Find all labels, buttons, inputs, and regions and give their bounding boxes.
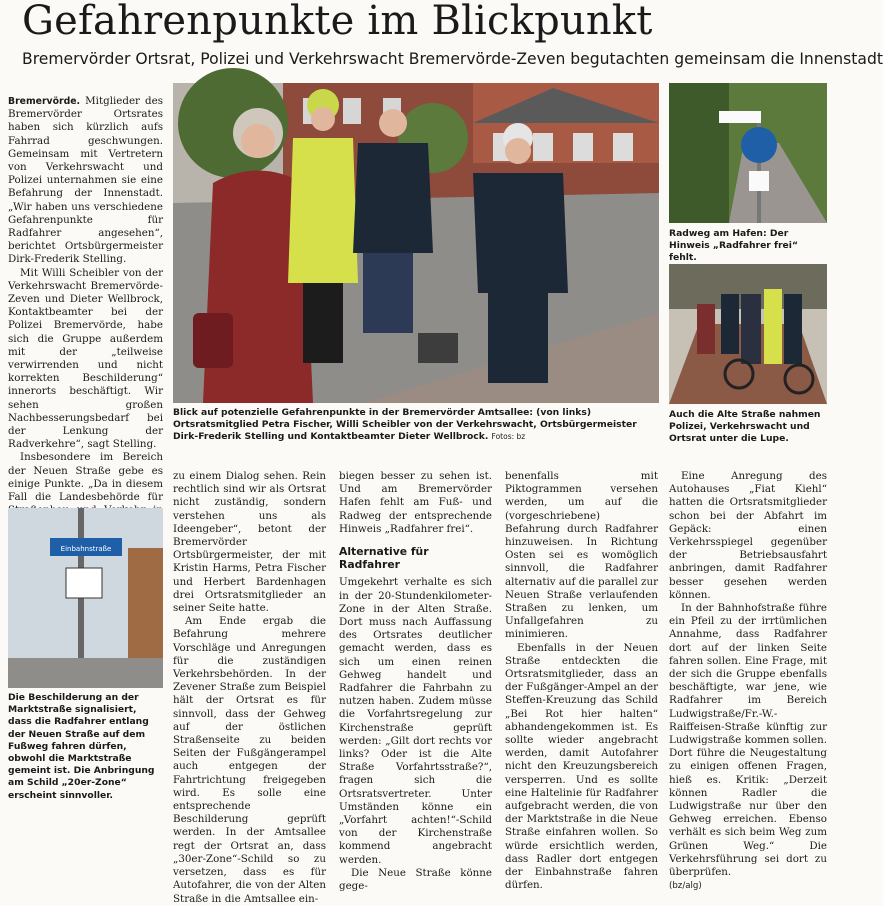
sign-caption: Die Beschilderung an der Marktstraße signalisiert, dass die Radfahrer entlang der Neuen Straße auf dem Fußweg fahren dürfen, obwohl die Marktstraße gemeint ist. Die Anbringung am Schild „20er-Zone“ erscheint sinnvoller. bbox=[8, 692, 155, 801]
paragraph: Ebenfalls in der Neuen Straße entdeckten die Ortsratsmitglieder, dass an der Fußgänger-Ampel an der Steffen-Kreuzung das Schild „Bei Rot hier halten“ abhandengekommen ist. Es sollte wieder angebracht werden, damit Autofahrer nicht den Kreuzungsbereich versperren. Und es sollte eine Haltelinie für Radfahrer aufgebracht werden, die von der Marktstraße in die Neue Straße einfahren wollen. So würde ersichtlich werden, dass Radler dort entgegen der Einbahnstraße fahren dürfen. bbox=[505, 641, 658, 892]
sign-photo bbox=[8, 508, 163, 688]
sign-photo-illustration bbox=[8, 508, 163, 688]
dateline: Bremervörde. bbox=[8, 96, 81, 107]
paragraph: Die Neue Straße könne gege- bbox=[339, 866, 492, 893]
paragraph: Umgekehrt verhalte es sich in der 20-Stundenkilometer-Zone in der Alten Straße. Dort muss nach Auffassung des Ortsrates deutlicher gemacht werden, dass es sich um einen reinen Gehweg handelt und Radfahrer die Fahrbahn zu nutzen haben. Zudem müsse die Vorfahrtsregelung zur Kirchenstraße geprüft werden: „Gilt dort rechts vor links? Oder ist die Alte Straße Vorfahrtsstraße?“, fragen sich die Ortsratsvertreter. Unter Umständen könne ein „Vorfahrt achten!“-Schild von der Kirchenstraße kommend angebracht werden. bbox=[339, 576, 492, 866]
main-photo-illustration bbox=[173, 83, 659, 403]
photo-credit: Fotos: bz bbox=[491, 432, 526, 442]
sign-label: Einbahnstraße bbox=[60, 545, 112, 553]
main-photo-caption bbox=[173, 407, 659, 444]
harbor-photo-illustration bbox=[669, 83, 827, 223]
article-column-1 bbox=[8, 95, 163, 544]
alte-strasse-photo-illustration bbox=[669, 264, 827, 404]
paragraph: In der Bahnhofstraße führe ein Pfeil zu der irrtümlichen Annahme, dass Radfahrer dort auf der linken Seite fahren sollen. Eine Frage, mit der sich die Gruppe ebenfalls beschäftigte, war jene, wie Radfahrer im Bereich Ludwigstraße/Fr.-W.-Raiffeisen-Straße künftig zur Ludwigstraße kommen sollen. Dort führe die Neugestaltung zu einigen offenen Fragen, hieß es. Kritik: „Derzeit können Radler die Ludwigstraße nur über den Gehweg erreichen. Ebenso verhält es sich beim Weg zum Grünen Weg.“ Die Verkehrsführung sei dort zu überprüfen. bbox=[669, 602, 827, 879]
caption-text: Blick auf potenzielle Gefahrenpunkte in der Bremervörder Amtsallee: (von links) Ortsratsmitglied Petra Fischer, Willi Scheibler von der Verkehrswacht, Ortsbürgermeister Dirk-Frederik Stelling und Kontaktbeamter Dieter Wellbrock. bbox=[173, 407, 637, 443]
article-column-3 bbox=[339, 470, 492, 893]
harbor-photo bbox=[669, 83, 827, 223]
alte-strasse-caption: Auch die Alte Straße nahmen Polizei, Verkehrswacht und Ortsrat unter die Lupe. bbox=[669, 409, 821, 445]
paragraph: zu einem Dialog sehen. Rein rechtlich sind wir als Ortsrat nicht zuständig, sondern verstehen uns als Ideengeber“, betont der Bremervörder Ortsbürgermeister, der mit Kristin Harms, Petra Fischer und Herbert Bardenhagen drei Ortsratsmitglieder an seiner Seite hatte. bbox=[173, 470, 326, 615]
paragraph: benenfalls mit Piktogrammen versehen werden, um auf die (vorgeschriebene) Befahrung durch Radfahrer hinzuweisen. In Richtung Osten sei es womöglich sinnvoll, die Radfahrer alternativ auf die parallel zur Neuen Straße verlaufenden Straßen zu lenken, um Unfallgefahren zu minimieren. bbox=[505, 470, 659, 641]
article-column-2 bbox=[173, 470, 326, 906]
paragraph: Eine Anregung des Autohauses „Fiat Kiehl“ hatten die Ortsratsmitglieder schon bei der Abfahrt im Gepäck: einen Verkehrsspiegel gegenüber der Betriebsausfahrt anbringen, damit Radfahrer besser gesehen werden können. bbox=[669, 470, 827, 601]
headline: Gefahrenpunkte im Blickpunkt bbox=[22, 0, 653, 44]
main-photo bbox=[173, 83, 659, 403]
author-signature: (bz/alg) bbox=[669, 881, 702, 892]
paragraph: Insbesondere im Bereich der Neuen Straße gebe es einige Punkte. „Da in diesem Fall die Landesbehörde für bbox=[8, 451, 163, 504]
paragraph: Am Ende ergab die Befahrung mehrere Vorschläge und Anregungen für die zuständigen Verkehrsbehörden. In der Zevener Straße zum Beispiel hält der Ortsrat es für sinnvoll, dass der Gehweg auf der östlichen Straßenseite zu beiden Seiten der Fußgängerampel auch entgegen der Fahrtrichtung freigegeben wird. Es solle eine entsprechende Beschilderung geprüft werden. In der Amtsallee regt der Ortsrat an, dass „30er-Zone“-Schild so zu versetzen, dass es für Autofahrer, die von der Alten Straße in die Amtsallee ein- bbox=[173, 615, 326, 905]
harbor-caption: Radweg am Hafen: Der Hinweis „Radfahrer frei“ fehlt. bbox=[669, 228, 798, 264]
subheading: Alternative für Radfahrer bbox=[339, 545, 429, 572]
subheadline: Bremervörder Ortsrat, Polizei und Verkehrswacht Bremervörde-Zeven begutachten gemeinsam die Innenstadt bbox=[22, 50, 883, 68]
article-column-5 bbox=[669, 470, 827, 894]
article-column-4 bbox=[505, 470, 658, 893]
alte-strasse-photo bbox=[669, 264, 827, 404]
paragraph: Mit Willi Scheibler von der Verkehrswacht Bremervörde-Zeven und Dieter Wellbrock, Kontaktbeamter bei der Polizei Bremervörde, habe sich die Gruppe außerdem mit der „teilweise verwirrenden und nicht korrekten Beschilderung“ innerorts beschäftigt. Wir sehen großen Nachbesserungsbedarf bei der Lenkung der Radverkehre“, sagt Stelling. bbox=[8, 266, 163, 451]
paragraph: Mitglieder des Bremervörder Ortsrates haben sich kürzlich aufs Fahrrad geschwungen. Gemeinsam mit Vertretern von Verkehrswacht und Polizei unternahmen sie eine Befahrung der Innenstadt. „Wir haben uns verschiedene Gefahrenpunkte für Radfahrer angesehen“, berichtet Ortsbürgermeister Dirk-Frederik Stelling. bbox=[8, 95, 163, 266]
paragraph: biegen besser zu sehen ist. Und am Bremervörder Hafen fehlt am Fuß- und Radweg der entsprechende Hinweis „Radfahrer frei“. bbox=[339, 470, 492, 535]
